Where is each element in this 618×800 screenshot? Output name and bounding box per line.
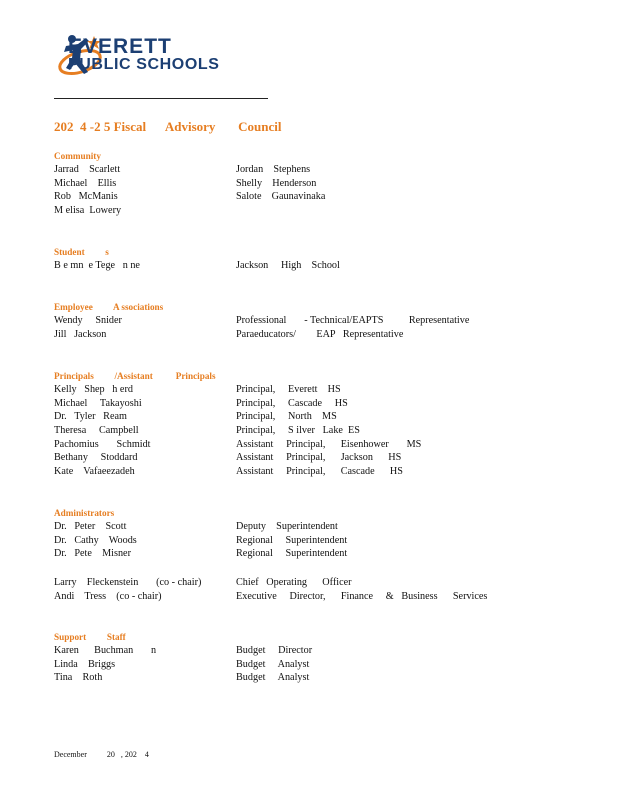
member-name: Rob McManis xyxy=(54,191,118,203)
list-item xyxy=(54,438,574,452)
member-role: Jackson High School xyxy=(236,260,340,271)
section-community xyxy=(54,150,574,218)
member-name: Jarrad Scarlett xyxy=(54,164,121,175)
member-name: Dr. Tyler Ream xyxy=(54,411,127,423)
list-item xyxy=(54,590,574,604)
member-name: Wendy Snider xyxy=(54,315,122,326)
section-principals xyxy=(54,370,574,479)
list-item xyxy=(54,204,574,218)
list-item xyxy=(54,451,574,465)
member-role: Salote Gaunavinaka xyxy=(236,191,326,203)
list-item xyxy=(54,424,574,438)
member-name: Linda Briggs xyxy=(54,658,116,670)
list-item xyxy=(54,658,574,672)
section-support-staff xyxy=(54,631,574,685)
section-student xyxy=(54,246,574,273)
section-heading: Community xyxy=(54,151,101,161)
list-item xyxy=(54,190,574,204)
member-role: Professional - Technical/EAPTS Representative xyxy=(236,315,470,326)
member-role: Assistant Principal, Jackson HS xyxy=(236,452,402,464)
list-item xyxy=(54,576,574,590)
section-heading: Support Staff xyxy=(54,632,126,642)
member-role: Principal, North MS xyxy=(236,411,337,423)
member-role: Budget Analyst xyxy=(236,672,310,684)
member-role: Budget Director xyxy=(236,645,313,656)
member-name: Kelly Shep h erd xyxy=(54,384,133,395)
list-item xyxy=(54,314,574,328)
section-heading: Employee A ssociations xyxy=(54,302,164,312)
member-name: Michael Ellis xyxy=(54,177,117,189)
list-item xyxy=(54,328,574,342)
section-heading: Student s xyxy=(54,247,109,257)
member-role: Executive Director, Finance & Business Services xyxy=(236,590,488,602)
member-role: Deputy Superintendent xyxy=(236,521,338,532)
member-name: Jill Jackson xyxy=(54,328,107,340)
member-role: Regional Superintendent xyxy=(236,534,348,546)
list-item xyxy=(54,410,574,424)
member-role: Paraeducators/ EAP Representative xyxy=(236,328,404,340)
section-heading: Principals /Assistant Principals xyxy=(54,371,216,381)
section-employee-associations xyxy=(54,301,574,341)
list-item xyxy=(54,520,574,534)
member-name: Dr. Pete Misner xyxy=(54,548,131,560)
section-heading: Administrators xyxy=(54,508,115,518)
list-item xyxy=(54,534,574,548)
member-name: Michael Takayoshi xyxy=(54,397,142,409)
page-title: 202 4 -2 5 Fiscal Advisory Council xyxy=(54,119,282,134)
member-name: Bethany Stoddard xyxy=(54,452,138,464)
list-item xyxy=(54,163,574,177)
member-role: Principal, Everett HS xyxy=(236,384,341,395)
list-item xyxy=(54,383,574,397)
list-item xyxy=(54,671,574,685)
section-administrators xyxy=(54,507,574,561)
member-name: Theresa Campbell xyxy=(54,425,139,437)
list-item xyxy=(54,465,574,479)
member-role: Assistant Principal, Eisenhower MS xyxy=(236,438,422,450)
member-name: Pachomius Schmidt xyxy=(54,438,151,450)
section-co-chairs xyxy=(54,576,574,603)
member-role: Shelly Henderson xyxy=(236,177,317,189)
logo-line2: PUBLIC SCHOOLS xyxy=(68,56,220,73)
member-name: Dr. Cathy Woods xyxy=(54,534,137,546)
list-item xyxy=(54,644,574,658)
list-item xyxy=(54,259,574,273)
logo-text xyxy=(68,35,220,74)
footer-date: December 20 , 202 4 xyxy=(54,750,149,759)
member-role: Assistant Principal, Cascade HS xyxy=(236,466,403,478)
list-item xyxy=(54,547,574,561)
member-role: Regional Superintendent xyxy=(236,548,348,560)
member-name: Karen Buchman n xyxy=(54,645,157,656)
member-name: B e mn e Tege n ne xyxy=(54,260,140,271)
member-name: Dr. Peter Scott xyxy=(54,521,127,532)
member-name: Kate Vafaeezadeh xyxy=(54,466,135,478)
member-role: Jordan Stephens xyxy=(236,164,311,175)
member-role: Principal, S ilver Lake ES xyxy=(236,425,360,437)
logo-line1: EVERETT xyxy=(68,35,172,58)
member-role: Principal, Cascade HS xyxy=(236,397,348,409)
member-name: Tina Roth xyxy=(54,672,103,684)
divider xyxy=(54,98,268,99)
member-role: Chief Operating Officer xyxy=(236,577,352,588)
list-item xyxy=(54,177,574,191)
member-name: M elisa Lowery xyxy=(54,205,122,217)
member-name: Andi Tress (co - chair) xyxy=(54,590,162,602)
list-item xyxy=(54,397,574,411)
member-name: Larry Fleckenstein (co - chair) xyxy=(54,577,202,588)
member-role: Budget Analyst xyxy=(236,658,310,670)
